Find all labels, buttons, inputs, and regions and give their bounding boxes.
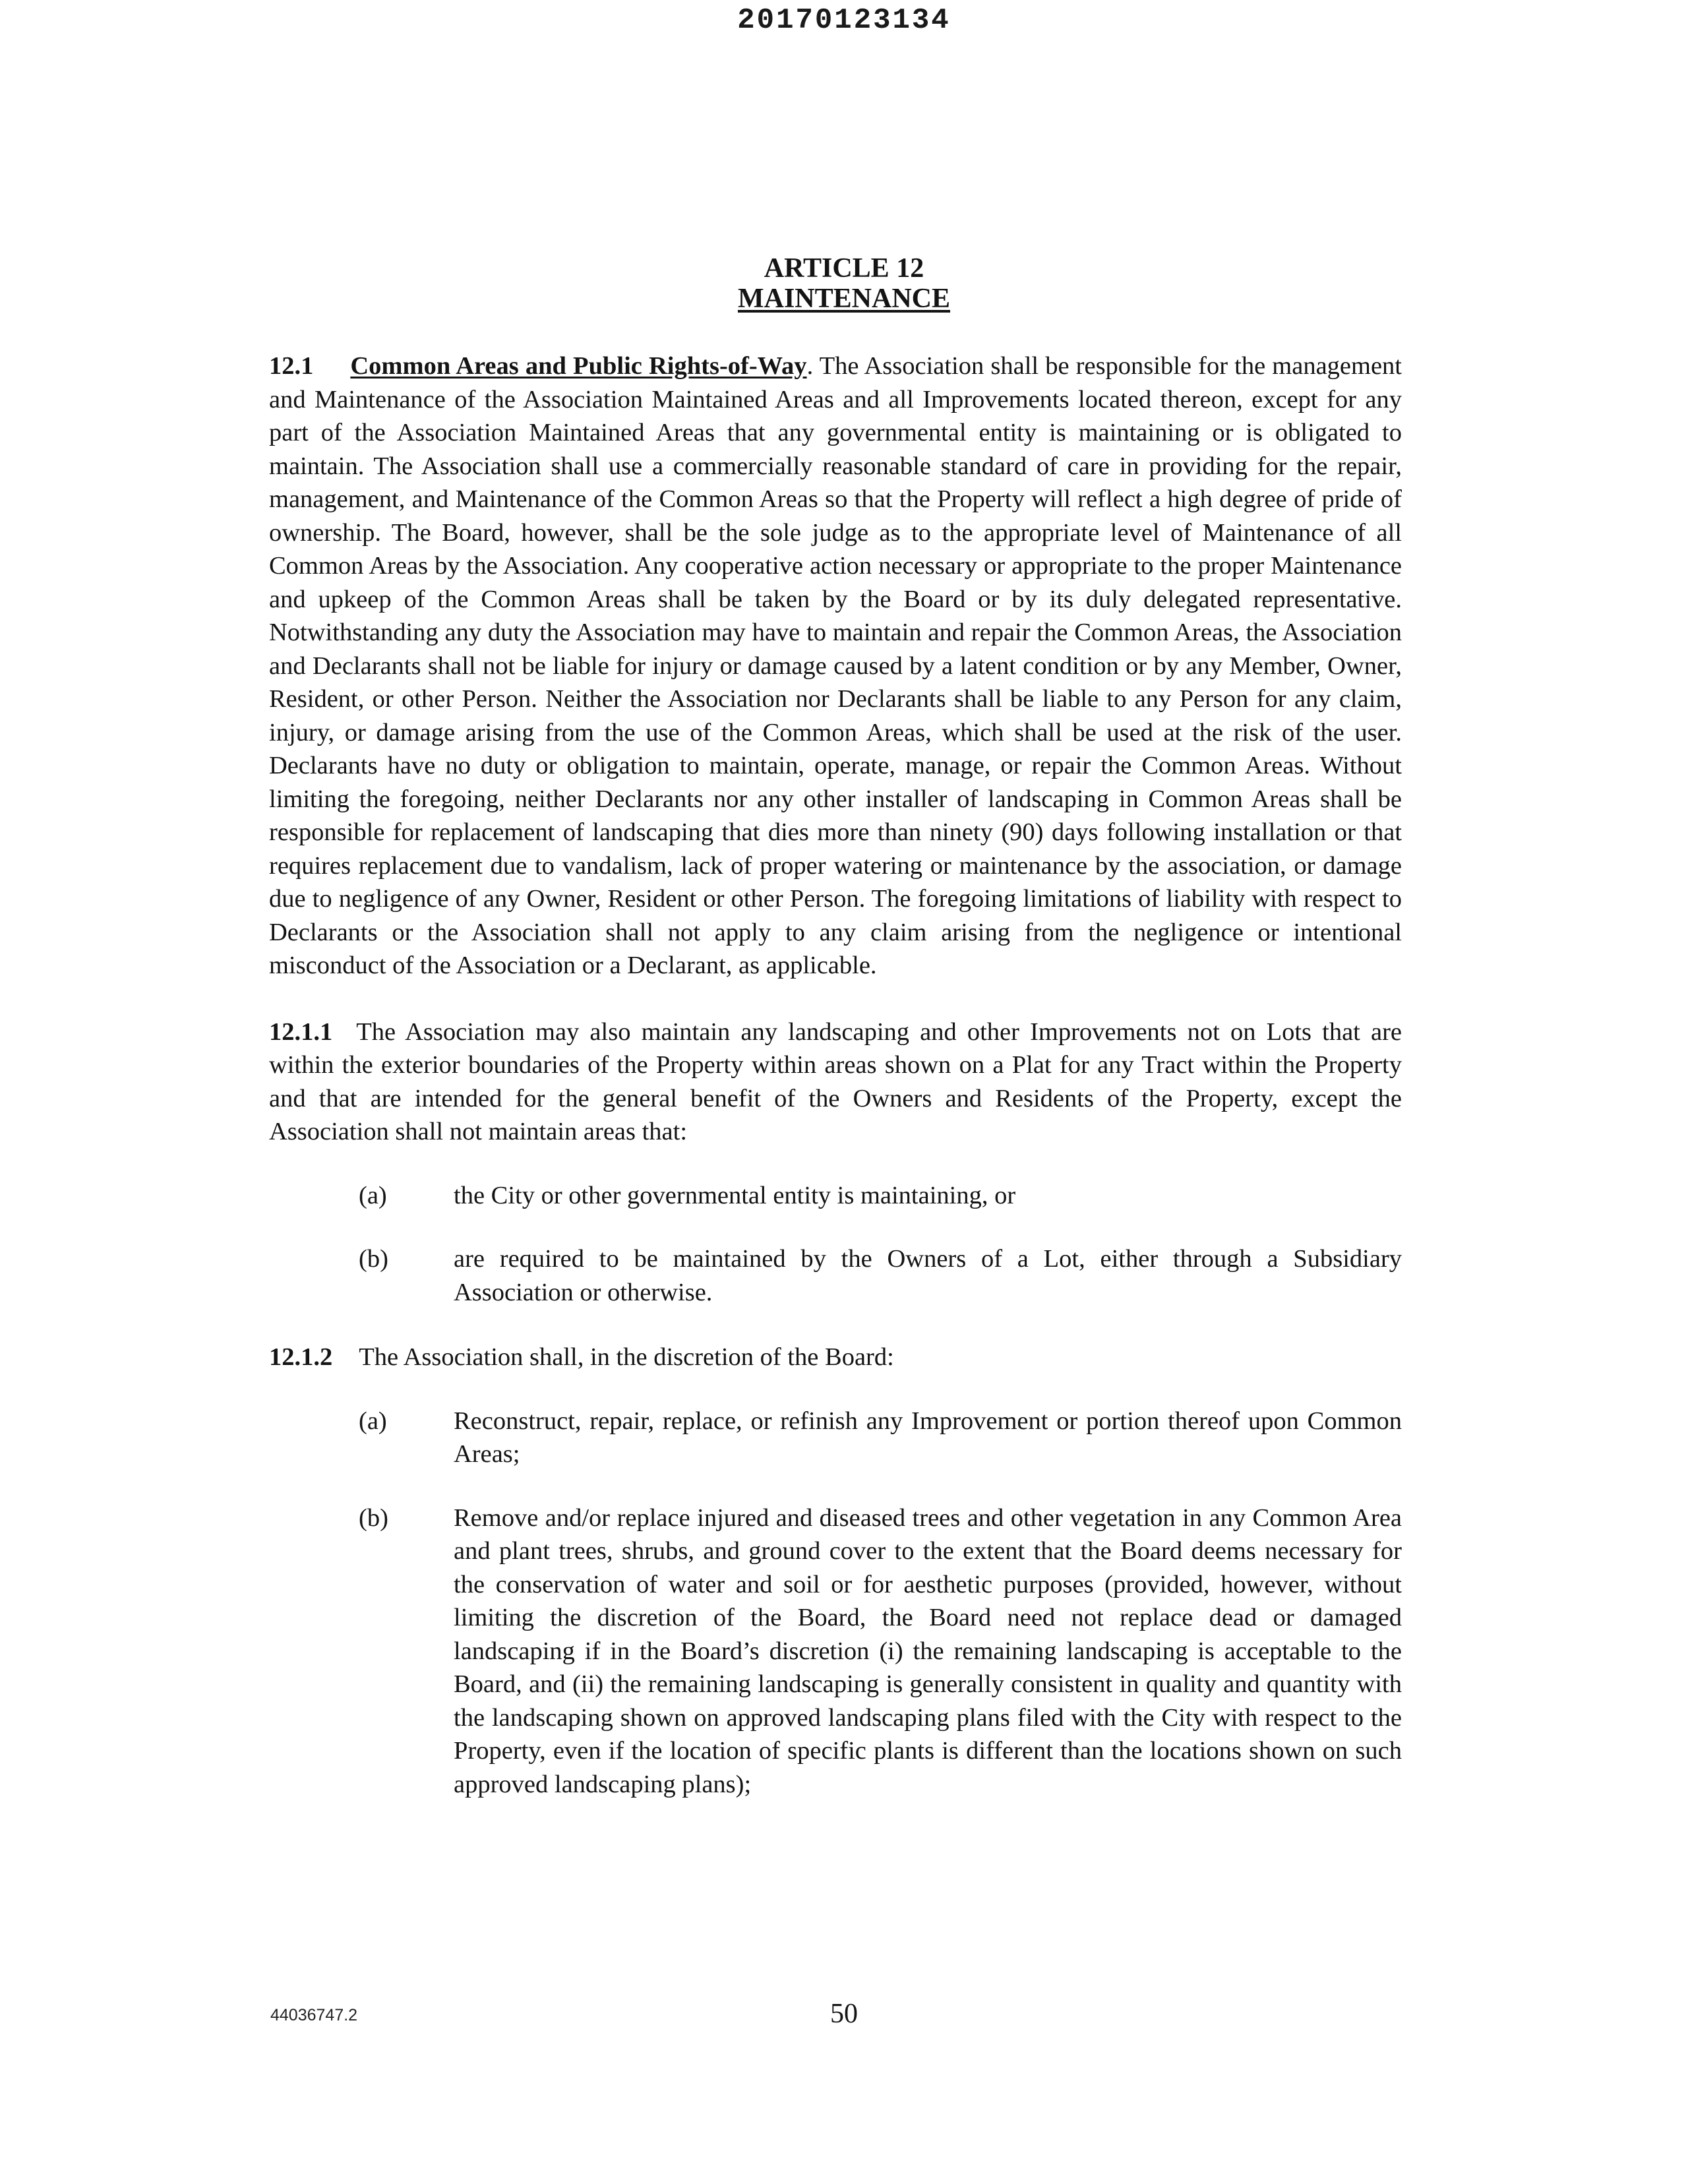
list-marker: (b) xyxy=(359,1245,388,1273)
article-title xyxy=(0,284,1688,314)
list-item xyxy=(359,1242,1402,1309)
section-body: The Association shall, in the discretion of the Board: xyxy=(359,1343,894,1371)
list-marker: (b) xyxy=(359,1503,388,1532)
section-12-1-2 xyxy=(269,1341,1402,1374)
list-item-text: are required to be maintained by the Owners of a Lot, either through a Subsidiary Association or otherwise. xyxy=(454,1245,1402,1306)
article-number: ARTICLE 12 xyxy=(764,253,924,284)
list-marker: (a) xyxy=(359,1407,387,1435)
footer-document-id: 44036747.2 xyxy=(270,2006,358,2024)
document-number: 20170123134 xyxy=(737,4,951,37)
list-item xyxy=(359,1502,1402,1802)
list-item-text: the City or other governmental entity is maintaining, or xyxy=(454,1181,1016,1209)
section-12-1 xyxy=(269,349,1402,983)
list-marker: (a) xyxy=(359,1181,387,1209)
list-item xyxy=(359,1179,1402,1213)
section-number: 12.1.2 xyxy=(269,1343,333,1371)
section-12-1-1 xyxy=(269,1016,1402,1149)
document-body xyxy=(269,349,1402,1801)
section-number: 12.1 xyxy=(269,352,314,380)
section-body: The Association may also maintain any landscaping and other Improvements not on Lots that are within the exterior boundaries of the Property within areas shown on a Plat for any Tract within the Property and that are intended for the general benefit of the Owners and Residents of the Property, except the Association shall not maintain areas that: xyxy=(269,1017,1402,1145)
list-item xyxy=(359,1405,1402,1471)
article-title-text: MAINTENANCE xyxy=(737,284,950,314)
page-number: 50 xyxy=(830,1999,858,2029)
list-item-text: Remove and/or replace injured and diseased trees and other vegetation in any Common Area and plant trees, shrubs, and ground cover to the extent that the Board deems necessary for the conservation of water and soil or for aesthetic purposes (provided, however, without limiting the discretion of the Board, the Board need not replace dead or damaged landscaping if in the Board’s discretion (i) the remaining landscaping is acceptable to the Board, and (ii) the remaining landscaping is generally consistent in quality and quantity with the landscaping shown on approved landscaping plans filed with the City with respect to the Property, even if the location of specific plants is different than the locations shown on such approved landscaping plans); xyxy=(454,1503,1402,1798)
section-body: . The Association shall be responsible for the management and Maintenance of the Association Maintained Areas and all Improvements located thereon, except for any part of the Association Maintained Areas that any governmental entity is maintaining or is obligated to maintain. The Association shall use a commercially reasonable standard of care in providing for the repair, management, and Maintenance of the Common Areas so that the Property will reflect a high degree of pride of ownership. The Board, however, shall be the sole judge as to the appropriate level of Maintenance of all Common Areas by the Association. Any cooperative action necessary or appropriate to the proper Maintenance and upkeep of the Common Areas shall be taken by the Board or by its duly delegated representative. Notwithstanding any duty the Association may have to maintain and repair the Common Areas, the Association and Declarants shall not be liable for injury or damage caused by a latent condition or by any Member, Owner, Resident, or other Person. Neither the Association nor Declarants shall be liable to any Person for any claim, injury, or damage arising from the use of the Common Areas, which shall be used at the risk of the user. Declarants have no duty or obligation to maintain, operate, manage, or repair the Common Areas. Without limiting the foregoing, neither Declarants nor any other installer of landscaping in Common Areas shall be responsible for replacement of landscaping that dies more than ninety (90) days following installation or that requires replacement due to vandalism, lack of proper watering or maintenance by the association, or damage due to negligence of any Owner, Resident or other Person. The foregoing limitations of liability with respect to Declarants or the Association shall not apply to any claim arising from the negligence or intentional misconduct of the Association or a Declarant, as applicable. xyxy=(269,352,1402,979)
section-number: 12.1.1 xyxy=(269,1017,333,1046)
section-title: Common Areas and Public Rights-of-Way xyxy=(350,352,807,380)
article-heading xyxy=(0,253,1688,314)
list-item-text: Reconstruct, repair, replace, or refinish any Improvement or portion thereof upon Common Areas; xyxy=(454,1407,1402,1468)
